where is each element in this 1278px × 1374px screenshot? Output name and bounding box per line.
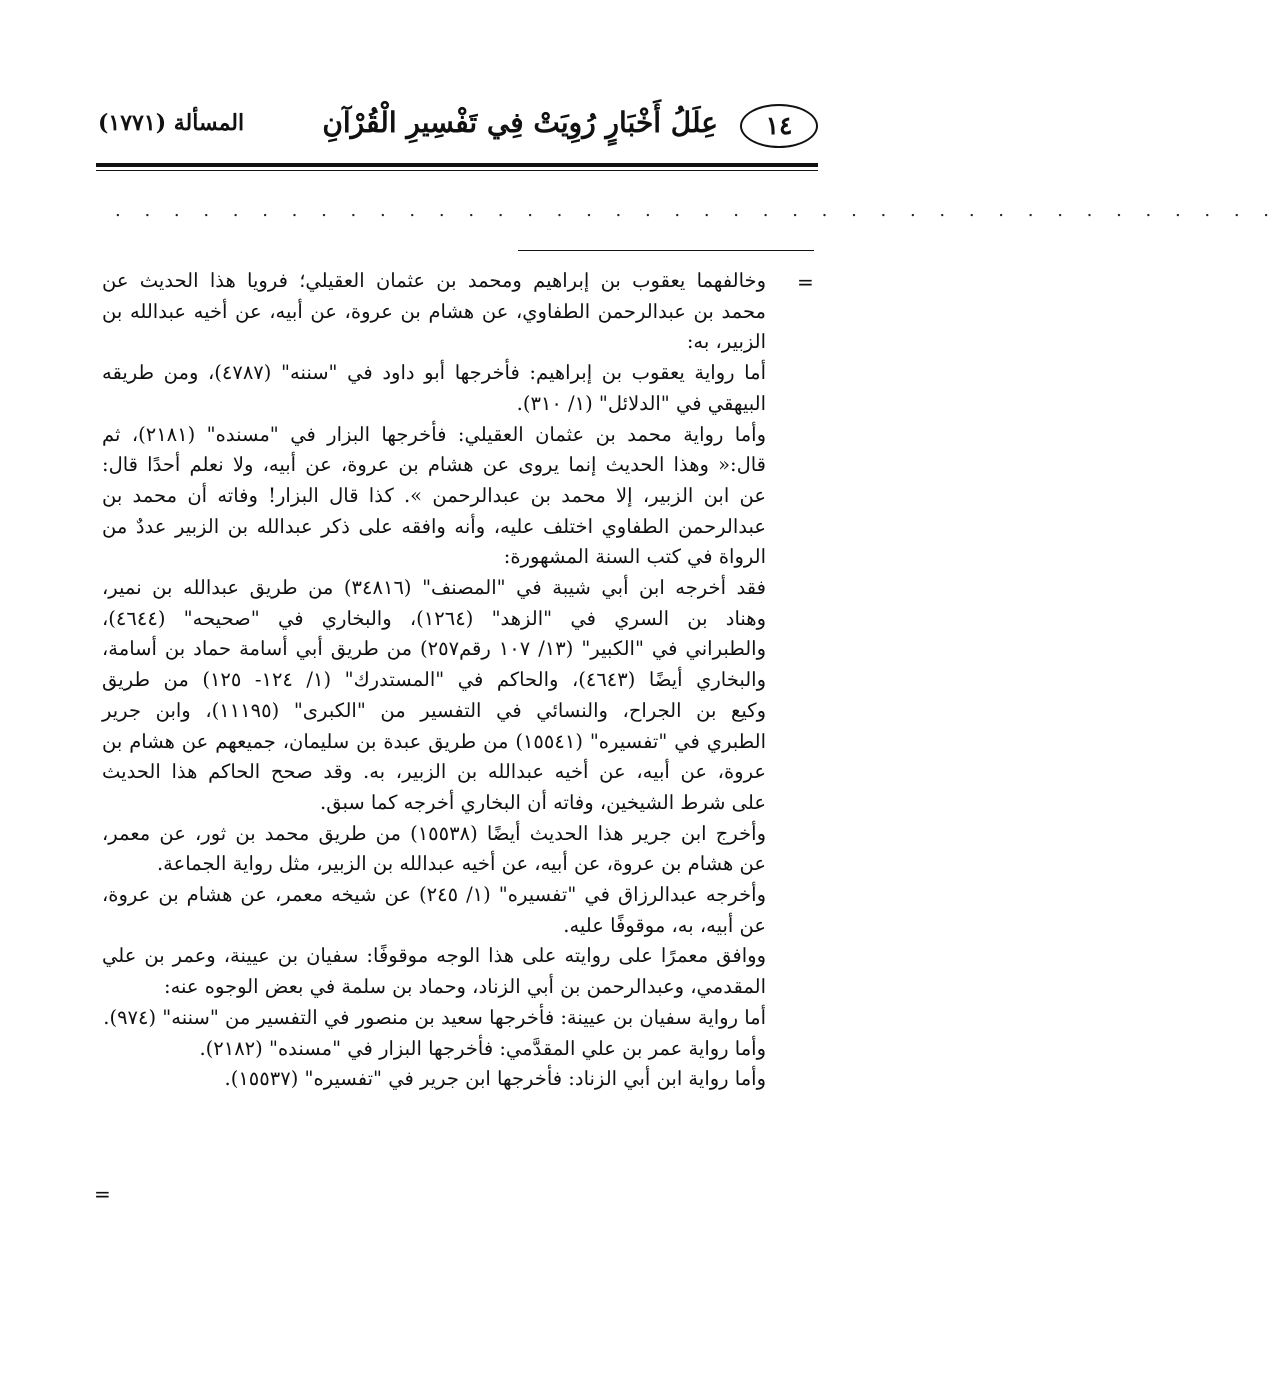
- continuation-marker-top: =: [797, 270, 814, 294]
- continuation-marker-bottom: =: [94, 1182, 111, 1206]
- page-header: [96, 104, 818, 162]
- text-line: فقد أخرجه ابن أبي شيبة في "المصنف" (٣٤٨١٦) من طريق عبدالله بن نمير،: [102, 576, 766, 600]
- text-line: والطبراني في "الكبير" (١٣/ ١٠٧ رقم٢٥٧) من طريق أبي أسامة حماد بن أسامة،: [102, 637, 767, 661]
- text-line: البيهقي في "الدلائل" (١/ ٣١٠).: [516, 391, 766, 415]
- text-line: عروة، عن أبيه، عن أخيه عبدالله بن الزبير، به. وقد صحح الحاكم هذا الحديث: [102, 760, 766, 784]
- text-line: عن أبيه، به، موقوفًا عليه.: [563, 913, 766, 937]
- book-title: عِلَلُ أَخْبَارٍ رُوِيَتْ فِي تَفْسِيرِ الْقُرْآنِ: [322, 106, 718, 139]
- text-line: عن ابن الزبير، إلا محمد بن عبدالرحمن ». كذا قال البزار! وفاته أن محمد بن: [102, 483, 766, 507]
- text-line: أما رواية سفيان بن عيينة: فأخرجها سعيد بن منصور في التفسير من "سننه" (٩٧٤).: [103, 1005, 766, 1029]
- text-line: على شرط الشيخين، وفاته أن البخاري أخرجه كما سبق.: [320, 790, 766, 814]
- text-line: المقدمي، وعبدالرحمن بن أبي الزناد، وحماد بن سلمة في بعض الوجوه عنه:: [164, 975, 766, 999]
- text-line: وخالفهما يعقوب بن إبراهيم ومحمد بن عثمان العقيلي؛ فرويا هذا الحديث عن: [102, 269, 766, 292]
- text-line: عن هشام بن عروة، عن أبيه، عن أخيه عبدالله بن الزبير، مثل رواية الجماعة.: [156, 852, 766, 876]
- text-line: ووافق معمرًا على روايته على هذا الوجه موقوفًا: سفيان بن عيينة، وعمر بن علي: [102, 944, 766, 968]
- text-line: والبخاري أيضًا (٤٦٤٣)، والحاكم في "المستدرك" (١/ ١٢٤- ١٢٥) من طريق: [102, 668, 766, 692]
- text-line: وهناد بن السري في "الزهد" (١٢٦٤)، والبخاري في "صحيحه" (٤٦٤٤)،: [102, 606, 766, 630]
- text-line: قال:« وهذا الحديث إنما يروى عن هشام بن عروة، عن أبيه، ولا نعلم أحدًا قال:: [102, 453, 766, 477]
- text-line: أما رواية يعقوب بن إبراهيم: فأخرجها أبو داود في "سننه" (٤٧٨٧)، ومن طريقه: [102, 361, 766, 385]
- text-line: وأما رواية عمر بن علي المقدَّمي: فأخرجها البزار في "مسنده" (٢١٨٢).: [199, 1036, 766, 1060]
- text-line: وكيع بن الجراح، والنسائي في التفسير من "الكبرى" (١١١٩٥)، وابن جرير: [102, 698, 766, 722]
- text-line: الزبير، به:: [686, 330, 766, 354]
- text-line: الطبري في "تفسيره" (١٥٥٤١) من طريق عبدة بن سليمان، جميعهم عن هشام بن: [102, 729, 767, 753]
- page-number: ١٤: [740, 104, 818, 148]
- footnote-body: [102, 266, 766, 1095]
- text-line: وأخرج ابن جرير هذا الحديث أيضًا (١٥٥٣٨) من طريق محمد بن ثور، عن معمر،: [102, 821, 766, 845]
- text-line: وأخرجه عبدالرزاق في "تفسيره" (١/ ٢٤٥) عن شيخه معمر، عن هشام بن عروة،: [102, 883, 766, 907]
- text-line: عبدالرحمن الطفاوي اختلف عليه، وأنه وافقه على ذكر عبدالله بن الزبير عددٌ من: [102, 514, 766, 538]
- text-line: محمد بن عبدالرحمن الطفاوي، عن هشام بن عروة، عن أبيه، عن أخيه عبدالله بن: [102, 299, 766, 323]
- header-rule-thick: [96, 163, 818, 167]
- ellipsis-dots: . . . . . . . . . . . . . . . . . . . . . . . . . . . . . . . . . . . . . . . .: [115, 200, 1278, 221]
- text-line: الرواة في كتب السنة المشهورة:: [503, 545, 766, 569]
- text-line: وأما رواية محمد بن عثمان العقيلي: فأخرجها البزار في "مسنده" (٢١٨١)، ثم: [102, 422, 766, 446]
- issue-label: المسألة (١٧٧١): [98, 110, 245, 136]
- footnote-separator: [518, 250, 814, 251]
- header-rule-thin: [96, 170, 818, 171]
- text-line: وأما رواية ابن أبي الزناد: فأخرجها ابن جرير في "تفسيره" (١٥٥٣٧).: [224, 1067, 766, 1091]
